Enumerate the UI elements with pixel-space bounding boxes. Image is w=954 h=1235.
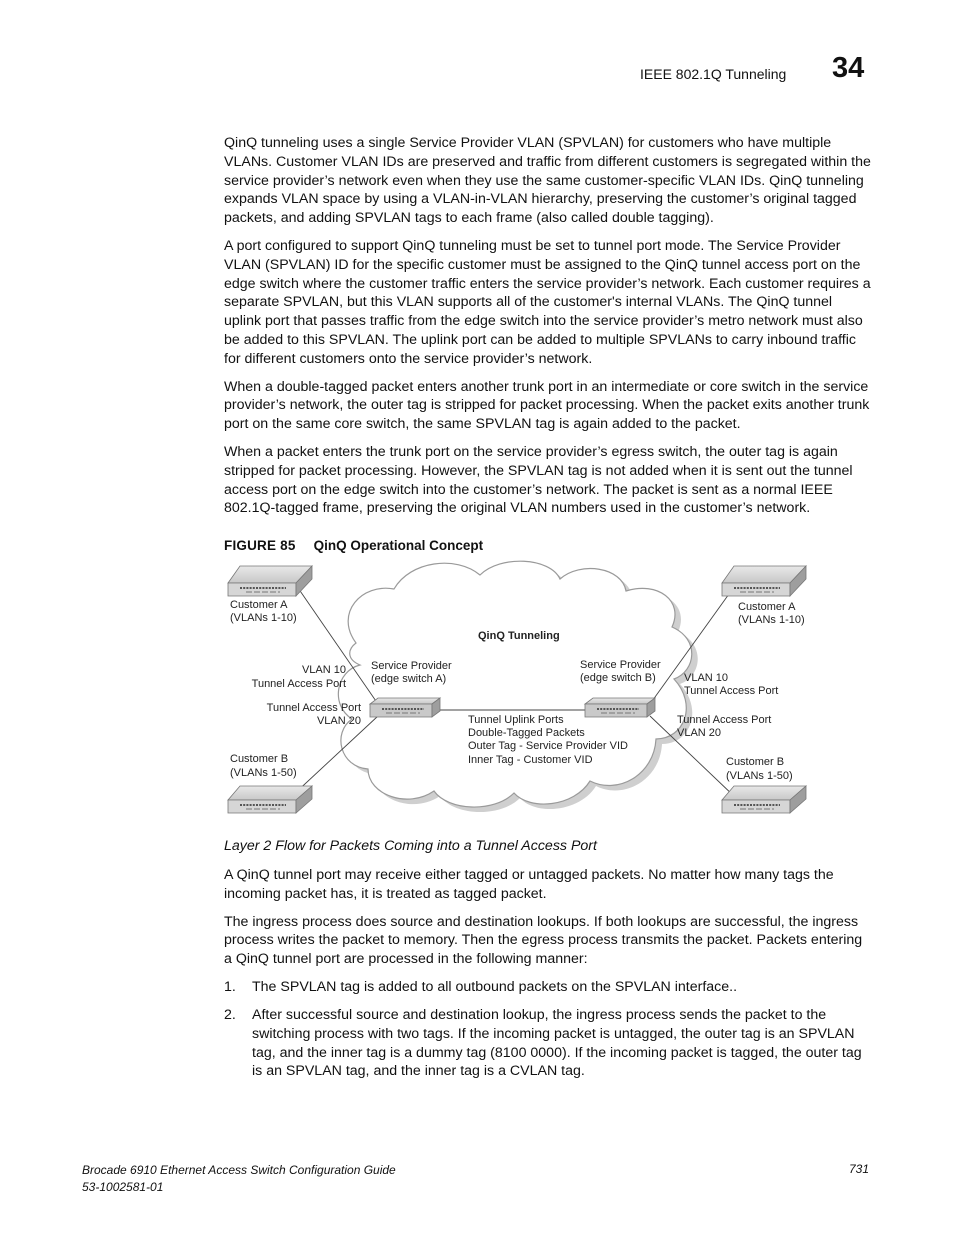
- label: (VLANs 1-10): [230, 612, 297, 624]
- label: Service Provider: [371, 660, 452, 672]
- intro-paragraphs: [224, 134, 872, 518]
- label: VLAN 10: [301, 664, 346, 676]
- list-number: 1.: [224, 979, 236, 995]
- label: VLAN 10: [684, 672, 729, 684]
- label: (edge switch B): [580, 672, 656, 684]
- paragraph: A QinQ tunnel port may receive either tagged or untagged packets. No matter how many tags the incoming packet has, it is treated as tagged packet.: [224, 867, 834, 902]
- paragraph: The ingress process does source and destination lookups. If both lookups are successful, the ingress process writes the packet to memory. Then the egress process transmits the packet. Packets entering a QinQ tunnel port are processed in the following manner:: [224, 913, 863, 968]
- section-title: IEEE 802.1Q Tunneling: [640, 66, 787, 82]
- label: Customer A: [230, 599, 288, 611]
- switch-icon: [370, 698, 440, 717]
- label: Tunnel Access Port: [677, 714, 772, 726]
- cloud-title: QinQ Tunneling: [478, 630, 560, 642]
- page-number: 731: [849, 1162, 870, 1176]
- switch-icon: [585, 698, 655, 717]
- section-subheading: Layer 2 Flow for Packets Coming into a Tunnel Access Port: [224, 838, 597, 854]
- label: VLAN 20: [677, 727, 722, 739]
- switch-icon: [228, 786, 312, 813]
- label: Double-Tagged Packets: [468, 727, 585, 739]
- list-text: After successful source and destination lookup, the ingress process sends the packet to the switching process with two tags. If the incoming packet is untagged, the outer tag is an SPVLAN tag, and the inner tag is a dummy tag (8100 0000). If the incoming packet is tagged, the outer tag is an SPVLAN tag, and the inner tag is a CVLAN tag.: [252, 1007, 862, 1080]
- label: Customer B: [726, 756, 785, 768]
- doc-number: 53-1002581-01: [82, 1180, 164, 1194]
- label: Inner Tag - Customer VID: [468, 754, 593, 766]
- label: (VLANs 1-50): [726, 770, 793, 782]
- paragraph: QinQ tunneling uses a single Service Provider VLAN (SPVLAN) for customers who have multiple VLANs. Customer VLAN IDs are preserved and traffic from different customers is segregated within the service provider’s network even when they use the same customer-specific VLAN IDs. QinQ tunneling expands VLAN space by using a VLAN-in-VLAN hierarchy, preserving the customer’s original tagged packets, and adding SPVLAN tags to each frame (also called double tagging).: [224, 135, 871, 227]
- switch-icon: [722, 566, 806, 596]
- chapter-number: 34: [832, 52, 865, 84]
- flow-paragraphs: [224, 866, 872, 969]
- label: Tunnel Access Port: [251, 678, 346, 690]
- figure-label: FIGURE 85: [224, 538, 296, 553]
- switch-icon: [722, 786, 806, 813]
- label: (VLANs 1-10): [738, 614, 805, 626]
- paragraph: When a double-tagged packet enters another trunk port in an intermediate or core switch in the service provider’s network, the outer tag is stripped for packet processing. When the packet exits another trunk port on the same core switch, the same SPVLAN tag is again added to the packet.: [224, 378, 870, 433]
- label: (edge switch A): [371, 673, 447, 685]
- paragraph: A port configured to support QinQ tunneling must be set to tunnel port mode. The Service Provider VLAN (SPVLAN) ID for the specific customer must be assigned to the QinQ tunnel access port on the edge switch where the customer traffic enters the service provider’s network. Each customer requires a separate SPVLAN, but this VLAN supports all of the customer's internal VLANs. The QinQ tunnel uplink port that passes traffic from the edge switch into the service provider’s metro network must also be added to this SPVLAN. The uplink port can be added to multiple SPVLANs to carry inbound traffic for different customers onto the service provider’s network.: [224, 237, 871, 367]
- footer-left: [82, 1162, 396, 1196]
- label: Tunnel Uplink Ports: [468, 714, 564, 726]
- switch-icon: [228, 566, 312, 596]
- label: (VLANs 1-50): [230, 767, 297, 779]
- list-item: [224, 978, 872, 997]
- figure-title: QinQ Operational Concept: [313, 538, 484, 553]
- list-item: [224, 1006, 872, 1081]
- label: Customer A: [738, 601, 796, 613]
- label: Tunnel Access Port: [266, 702, 361, 714]
- guide-title: Brocade 6910 Ethernet Access Switch Configuration Guide: [82, 1163, 396, 1177]
- paragraph: When a packet enters the trunk port on the service provider’s egress switch, the outer tag is again stripped for packet processing. However, the SPVLAN tag is not added when it is sent out the tunnel access port on the edge switch into the customer’s network. The packet is sent as a normal IEEE 802.1Q-tagged frame, preserving the original VLAN numbers used in the customer’s network.: [224, 443, 853, 517]
- list-text: The SPVLAN tag is added to all outbound packets on the SPVLAN interface..: [252, 979, 738, 995]
- label: Tunnel Access Port: [684, 685, 779, 697]
- figure-caption: [224, 538, 483, 553]
- label: VLAN 20: [316, 715, 361, 727]
- label: Service Provider: [580, 659, 661, 671]
- label: Customer B: [230, 753, 289, 765]
- qinq-diagram: [220, 560, 820, 830]
- list-number: 2.: [224, 1007, 236, 1023]
- label: Outer Tag - Service Provider VID: [468, 740, 628, 752]
